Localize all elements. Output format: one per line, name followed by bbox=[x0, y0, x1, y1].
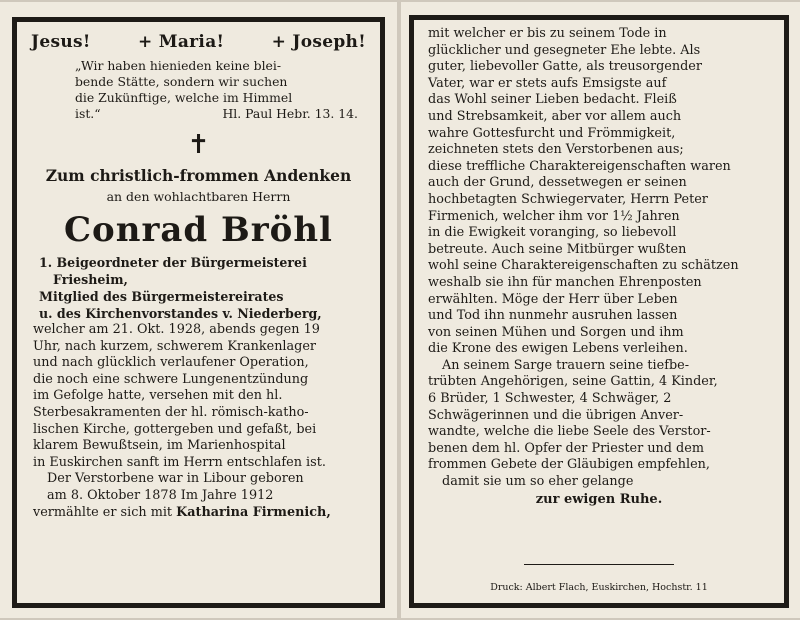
text-line: erwählten. Möge der Herr über Leben bbox=[428, 291, 678, 307]
quote-line: „Wir haben hienieden keine blei- bbox=[75, 58, 282, 73]
bible-quote bbox=[75, 58, 358, 122]
obituary-text-right bbox=[428, 26, 770, 491]
text-line-prefix: vermählte er sich mit bbox=[33, 504, 177, 520]
text-line: in die Ewigkeit voranging, so liebevoll bbox=[428, 225, 677, 241]
text-line: das Wohl seiner Lieben bedacht. Fleiß bbox=[428, 92, 677, 108]
text-line: die Krone des ewigen Lebens verleihen. bbox=[428, 341, 688, 357]
right-card bbox=[401, 2, 800, 618]
right-card-content bbox=[414, 20, 784, 603]
honored-line: an den wohlachtbaren Herrn bbox=[106, 189, 291, 204]
wife-name: Katharina Firmenich, bbox=[176, 504, 331, 520]
left-card-content bbox=[17, 22, 380, 603]
invocation-header bbox=[31, 32, 366, 52]
text-line: glücklicher und gesegneter Ehe lebte. Als bbox=[428, 42, 701, 58]
offices bbox=[39, 254, 366, 322]
text-line: betreute. Auch seine Mitbürger wußten bbox=[428, 241, 687, 257]
text-line: Uhr, nach kurzem, schwerem Krankenlager bbox=[33, 338, 317, 354]
cross-icon: ✝ bbox=[187, 130, 210, 160]
text-line: im Gefolge hatte, versehen mit den hl. bbox=[33, 388, 283, 404]
text-line: wandte, welche die liebe Seele des Verstor- bbox=[428, 424, 711, 440]
text-line: zeichneten stets den Verstorbenen aus; bbox=[428, 142, 684, 158]
text-line: Vater, war er stets aufs Emsigste auf bbox=[428, 75, 667, 91]
right-card-frame bbox=[409, 15, 789, 608]
text-line: hochbetagten Schwiegervater, Herrn Peter bbox=[428, 191, 708, 207]
text-line: An seinem Sarge trauern seine tiefbe- bbox=[442, 357, 690, 373]
invocation-jesus: Jesus! bbox=[31, 32, 91, 52]
text-line: trübten Angehörigen, seine Gattin, 4 Kinder, bbox=[428, 374, 718, 390]
text-line: mit welcher er bis zu seinem Tode in bbox=[428, 26, 667, 41]
text-line: und Strebsamkeit, aber vor allem auch bbox=[428, 108, 682, 124]
text-line: wohl seine Charaktereigenschaften zu schätzen bbox=[428, 258, 739, 274]
memorial-heading: Zum christlich-frommen Andenken bbox=[45, 166, 352, 185]
text-line: Schwägerinnen und die übrigen Anver- bbox=[428, 407, 684, 423]
text-line: Sterbesakramenten der hl. römisch-katho- bbox=[33, 404, 309, 420]
text-line-last bbox=[33, 505, 366, 522]
quote-line: bende Stätte, sondern wir suchen bbox=[75, 74, 288, 89]
text-line: benen dem hl. Opfer der Priester und dem bbox=[428, 440, 704, 456]
deceased-name: Conrad Bröhl bbox=[64, 210, 333, 250]
text-line: wahre Gottesfurcht und Frömmigkeit, bbox=[428, 125, 676, 141]
invocation-joseph: + Joseph! bbox=[271, 32, 366, 52]
quote-source-line bbox=[75, 106, 358, 122]
office-line: Mitglied des Bürgermeistereirates bbox=[39, 289, 284, 304]
text-line: Firmenich, welcher ihm vor 1½ Jahren bbox=[428, 208, 680, 224]
quote-line: die Zukünftige, welche im Himmel bbox=[75, 90, 293, 105]
text-line: die noch eine schwere Lungenentzündung bbox=[33, 371, 309, 387]
text-line: damit sie um so eher gelange bbox=[442, 474, 634, 490]
text-line: in Euskirchen sanft im Herrn entschlafen ist. bbox=[33, 454, 326, 470]
closing-line: zur ewigen Ruhe. bbox=[535, 491, 663, 507]
office-line: Friesheim, bbox=[53, 272, 128, 287]
quote-source: Hl. Paul Hebr. 13. 14. bbox=[222, 106, 358, 121]
text-line: 6 Brüder, 1 Schwester, 4 Schwäger, 2 bbox=[428, 391, 672, 407]
text-line: welcher am 21. Okt. 1928, abends gegen 19 bbox=[33, 322, 320, 337]
text-line: und nach glücklich verlaufener Operation, bbox=[33, 355, 309, 371]
text-line: weshalb sie ihn für manchen Ehrenposten bbox=[428, 274, 702, 290]
left-card-frame bbox=[12, 17, 385, 608]
text-line: am 8. Oktober 1878 Im Jahre 1912 bbox=[47, 487, 274, 503]
office-line: u. des Kirchenvorstandes v. Niederberg, bbox=[39, 306, 322, 321]
text-line: von seinen Mühen und Sorgen und ihm bbox=[428, 324, 684, 340]
text-line: Der Verstorbene war in Libour geboren bbox=[47, 471, 304, 487]
text-line: und Tod ihn nunmehr ausruhen lassen bbox=[428, 308, 678, 324]
quote-line-last: ist.“ bbox=[75, 106, 101, 121]
obituary-text-left bbox=[33, 322, 366, 521]
divider-rule bbox=[524, 564, 674, 565]
invocation-maria: + Maria! bbox=[137, 32, 225, 52]
text-line: frommen Gebete der Gläubigen empfehlen, bbox=[428, 457, 710, 473]
text-line: auch der Grund, dessetwegen er seinen bbox=[428, 175, 687, 191]
left-card bbox=[0, 2, 397, 618]
text-line: klarem Bewußtsein, im Marienhospital bbox=[33, 438, 286, 454]
office-line: 1. Beigeordneter der Bürgermeisterei bbox=[39, 255, 307, 270]
printer-imprint: Druck: Albert Flach, Euskirchen, Hochstr. 11 bbox=[490, 582, 708, 593]
text-line: diese treffliche Charaktereigenschaften waren bbox=[428, 158, 731, 174]
text-line: lischen Kirche, gottergeben und gefaßt, bei bbox=[33, 421, 317, 437]
text-line: guter, liebevoller Gatte, als treusorgender bbox=[428, 59, 702, 75]
